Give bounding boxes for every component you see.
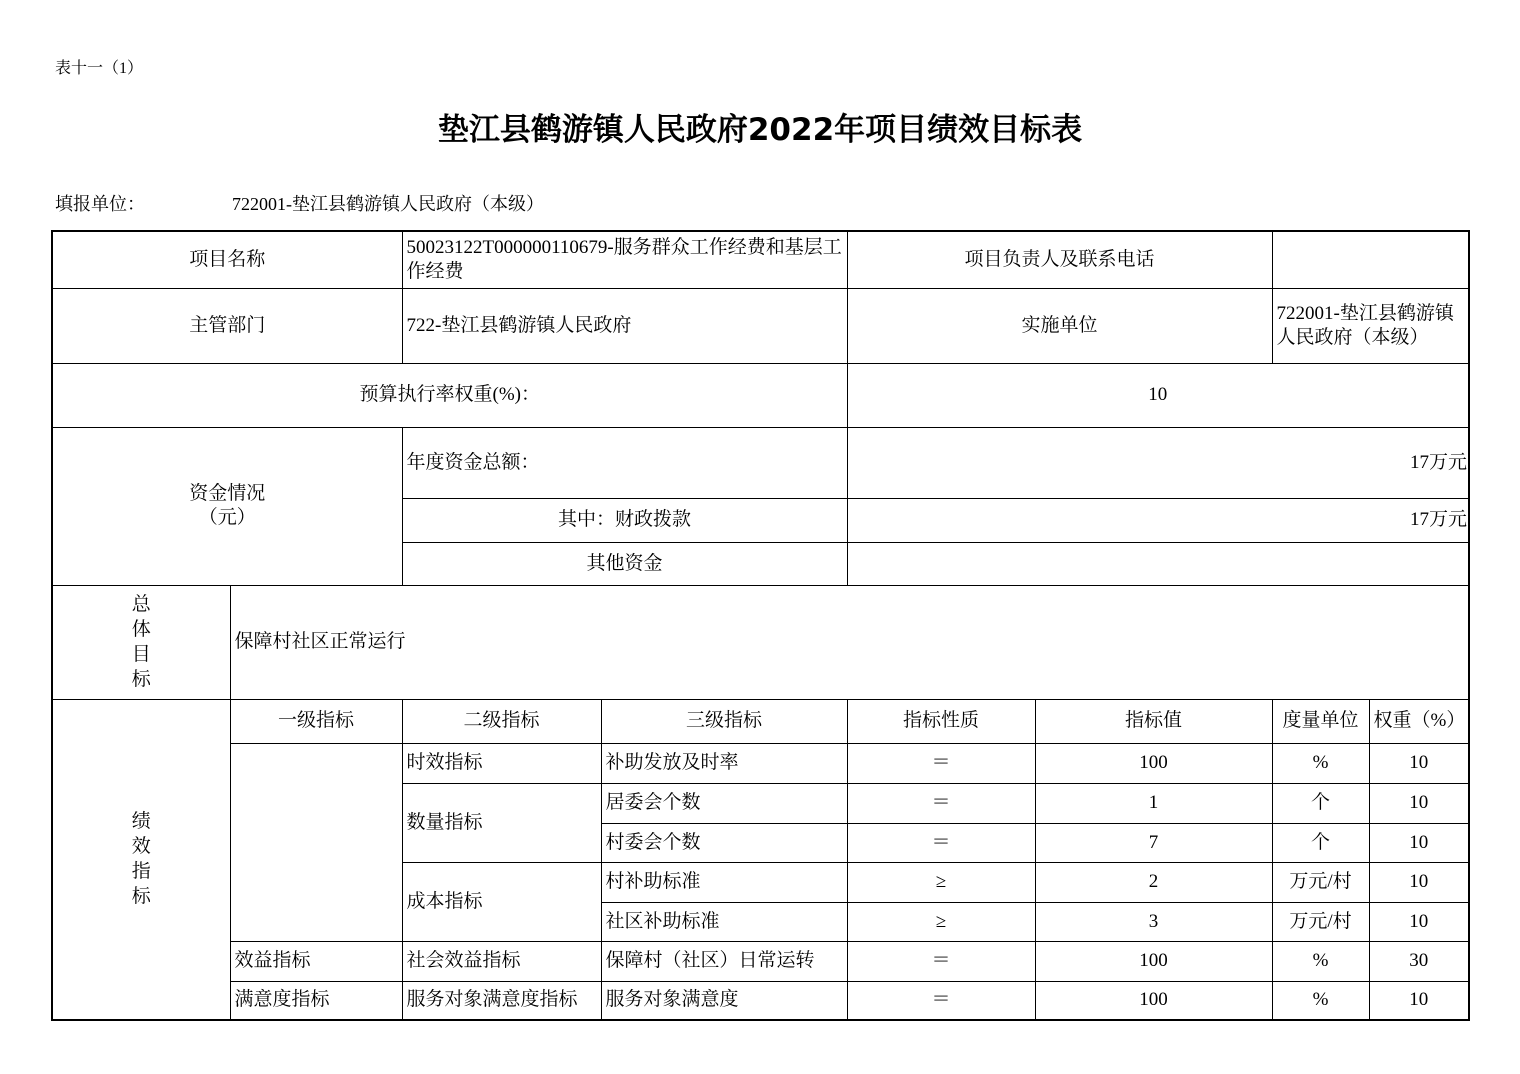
annual-total-label: 年度资金总额： [402, 427, 847, 498]
unit-cell: % [1272, 941, 1369, 981]
funds-unit: （元） [198, 507, 256, 528]
unit-cell: 万元/村 [1272, 862, 1369, 902]
header-level3: 三级指标 [601, 699, 847, 743]
performance-label-cell [52, 699, 230, 1020]
overall-goal-label-cell [52, 585, 230, 699]
value-cell: 7 [1035, 823, 1272, 862]
weight-cell: 10 [1369, 743, 1469, 783]
performance-label: 绩效指标 [131, 811, 151, 908]
value-cell: 2 [1035, 862, 1272, 902]
unit-cell: 万元/村 [1272, 902, 1369, 941]
nature-cell: ＝ [847, 981, 1035, 1020]
value-cell: 100 [1035, 743, 1272, 783]
header-nature: 指标性质 [847, 699, 1035, 743]
overall-goal-row [52, 585, 1469, 699]
indicator-row [52, 981, 1469, 1020]
implementing-unit-value: 722001-垫江县鹤游镇人民政府（本级） [1272, 288, 1469, 363]
unit-cell: 个 [1272, 783, 1369, 823]
level2-cell: 数量指标 [402, 783, 601, 862]
budget-rate-row [52, 363, 1469, 427]
header-level1: 一级指标 [230, 699, 402, 743]
value-cell: 100 [1035, 981, 1272, 1020]
level1-cell: 效益指标 [230, 941, 402, 981]
fiscal-funds-value: 17万元 [847, 498, 1469, 542]
overall-goal-value: 保障村社区正常运行 [230, 585, 1469, 699]
funds-label-cell [52, 427, 402, 585]
weight-cell: 10 [1369, 783, 1469, 823]
project-contact-label: 项目负责人及联系电话 [847, 231, 1272, 288]
value-cell: 1 [1035, 783, 1272, 823]
header-level2: 二级指标 [402, 699, 601, 743]
nature-cell: ＝ [847, 823, 1035, 862]
weight-cell: 10 [1369, 902, 1469, 941]
nature-cell: ＝ [847, 783, 1035, 823]
department-row [52, 288, 1469, 363]
project-name-row [52, 231, 1469, 288]
level3-cell: 补助发放及时率 [601, 743, 847, 783]
department-value: 722-垫江县鹤游镇人民政府 [402, 288, 847, 363]
nature-cell: ＝ [847, 743, 1035, 783]
header-value: 指标值 [1035, 699, 1272, 743]
funds-label: 资金情况 [189, 483, 266, 504]
reporting-unit-label: 填报单位： [55, 194, 145, 214]
funds-total-row [52, 427, 1469, 498]
indicator-header-row [52, 699, 1469, 743]
project-name-label: 项目名称 [52, 231, 402, 288]
table-number: 表十一（1） [55, 60, 144, 77]
unit-cell: % [1272, 981, 1369, 1020]
page-title: 垫江县鹤游镇人民政府2022年项目绩效目标表 [437, 112, 1083, 148]
fiscal-funds-label: 其中：财政拨款 [402, 498, 847, 542]
unit-cell: 个 [1272, 823, 1369, 862]
level3-cell: 村委会个数 [601, 823, 847, 862]
level2-cell: 社会效益指标 [402, 941, 601, 981]
overall-goal-label: 总体目标 [131, 594, 151, 690]
level2-cell: 成本指标 [402, 862, 601, 941]
nature-cell: ≥ [847, 862, 1035, 902]
header-unit: 度量单位 [1272, 699, 1369, 743]
department-label: 主管部门 [52, 288, 402, 363]
level3-cell: 村补助标准 [601, 862, 847, 902]
level3-cell: 社区补助标准 [601, 902, 847, 941]
weight-cell: 10 [1369, 823, 1469, 862]
unit-cell: % [1272, 743, 1369, 783]
implementing-unit-label: 实施单位 [847, 288, 1272, 363]
indicator-row [52, 743, 1469, 783]
budget-rate-label: 预算执行率权重(%)： [52, 363, 847, 427]
weight-cell: 30 [1369, 941, 1469, 981]
performance-target-table [51, 230, 1470, 1021]
other-funds-value [847, 542, 1469, 585]
nature-cell: ＝ [847, 941, 1035, 981]
level3-cell: 居委会个数 [601, 783, 847, 823]
project-contact-value [1272, 231, 1469, 288]
annual-total-value: 17万元 [847, 427, 1469, 498]
other-funds-label: 其他资金 [402, 542, 847, 585]
level3-cell: 保障村（社区）日常运转 [601, 941, 847, 981]
level2-cell: 服务对象满意度指标 [402, 981, 601, 1020]
level2-cell: 时效指标 [402, 743, 601, 783]
level1-cell: 满意度指标 [230, 981, 402, 1020]
weight-cell: 10 [1369, 862, 1469, 902]
budget-rate-value: 10 [847, 363, 1469, 427]
project-name-value: 50023122T000000110679-服务群众工作经费和基层工作经费 [402, 231, 847, 288]
level1-output-cell [230, 743, 402, 941]
level3-cell: 服务对象满意度 [601, 981, 847, 1020]
value-cell: 3 [1035, 902, 1272, 941]
header-weight: 权重（%） [1369, 699, 1469, 743]
value-cell: 100 [1035, 941, 1272, 981]
reporting-unit-value: 722001-垫江县鹤游镇人民政府（本级） [232, 194, 544, 214]
nature-cell: ≥ [847, 902, 1035, 941]
indicator-row [52, 941, 1469, 981]
weight-cell: 10 [1369, 981, 1469, 1020]
